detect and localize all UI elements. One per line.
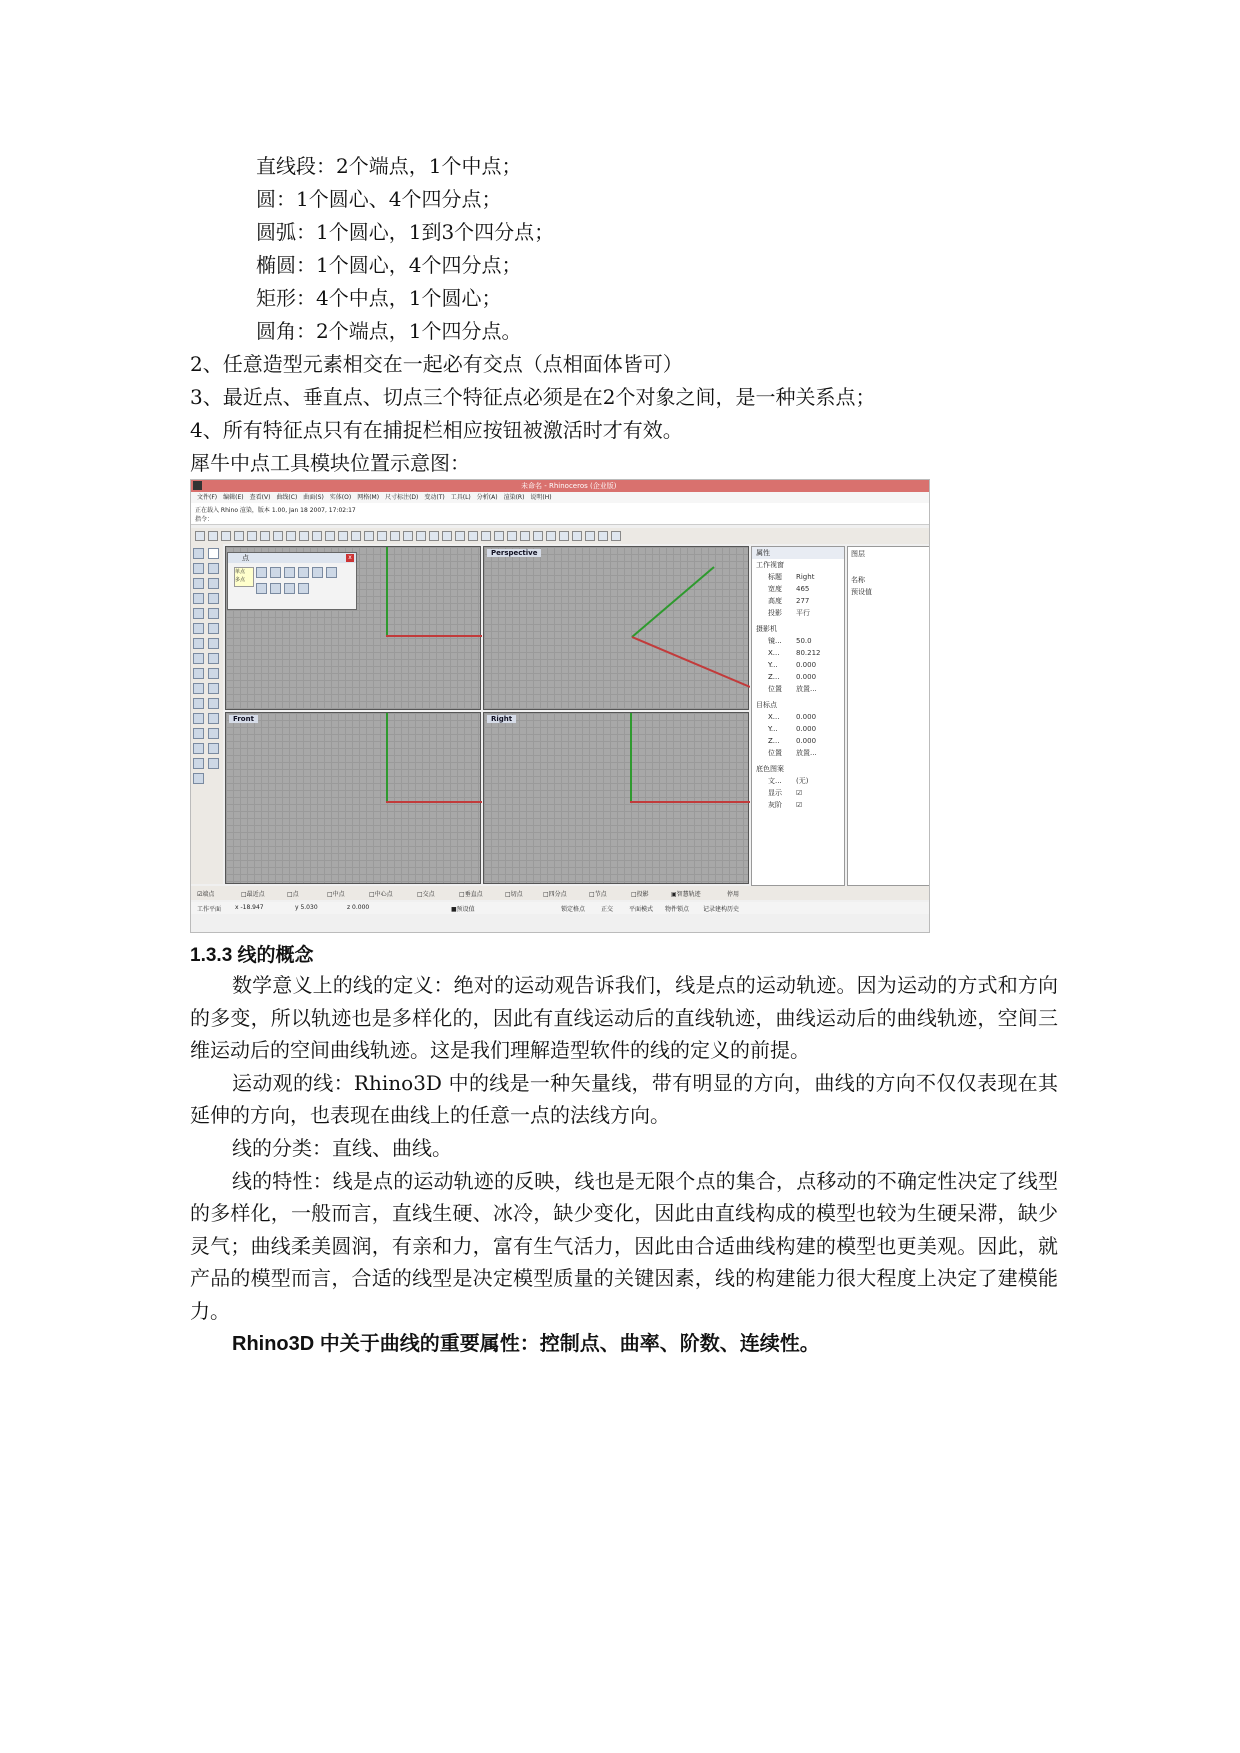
move-tool-icon[interactable] — [193, 713, 204, 724]
planar-toggle[interactable]: 平面模式 — [629, 906, 654, 913]
viewport-layout-icon[interactable] — [390, 531, 400, 541]
figure-caption: 犀牛中点工具模块位置示意图： — [190, 451, 470, 475]
prop-row[interactable]: 投影 平行 — [768, 609, 810, 617]
ortho-toggle[interactable]: 正交 — [601, 906, 614, 913]
undo-icon[interactable] — [299, 531, 309, 541]
menu-item[interactable]: 工具(L) — [450, 494, 471, 501]
z-axis-line — [630, 713, 632, 801]
prop-row[interactable]: X... 80.212 — [768, 649, 821, 657]
section-title: 底色图案 — [756, 765, 784, 773]
curve-tool-icon[interactable] — [208, 563, 219, 574]
window-title: 未命名 - Rhinoceros (企业版) — [521, 482, 617, 490]
x-axis-line — [386, 635, 482, 637]
list-item: 直线段：2个端点，1个中点； — [256, 154, 522, 178]
arc-tool-icon[interactable] — [193, 593, 204, 604]
section-title: 摄影机 — [756, 625, 777, 633]
osnap-tangent[interactable]: □切点 — [505, 891, 523, 898]
tooltip-line: 多点 — [235, 577, 246, 583]
rhino-logo-icon — [193, 481, 202, 490]
prop-row[interactable]: X... 0.000 — [768, 713, 817, 721]
osnap-bar — [191, 886, 930, 900]
copy-tool-icon[interactable] — [208, 713, 219, 724]
point-array-icon[interactable] — [256, 583, 267, 594]
y-axis-line — [630, 801, 750, 803]
menu-item[interactable]: 分析(A) — [476, 494, 498, 501]
menu-item[interactable]: 网格(M) — [357, 494, 380, 501]
join-tool-icon[interactable] — [193, 698, 204, 709]
menu-item[interactable]: 编辑(E) — [223, 494, 244, 501]
viewport-label[interactable]: Right — [487, 715, 516, 723]
numbered-item: 4、所有特征点只有在捕捉栏相应按钮被激活时才有效。 — [190, 418, 683, 442]
shaded-icon[interactable] — [533, 531, 543, 541]
properties-panel — [751, 546, 845, 886]
cplane-icon[interactable] — [416, 531, 426, 541]
y-axis-line — [386, 547, 388, 635]
zoom-icon[interactable] — [325, 531, 335, 541]
divide-icon[interactable] — [284, 567, 295, 578]
current-layer[interactable]: ■预设值 — [451, 906, 475, 913]
status-bar — [191, 902, 930, 914]
osnap-intersection[interactable]: □交点 — [417, 891, 435, 898]
main-toolbar-left — [191, 544, 223, 884]
prop-row[interactable]: Z... 0.000 — [768, 737, 817, 745]
viewport-label[interactable]: Front — [229, 715, 258, 723]
drape-icon[interactable] — [270, 583, 281, 594]
flyout-header — [228, 553, 356, 563]
coord-z: z 0.000 — [347, 904, 370, 911]
prop-row[interactable]: 位置 放置... — [768, 685, 817, 693]
prop-row[interactable]: 宽度 465 — [768, 585, 810, 593]
prop-row[interactable]: 位置 放置... — [768, 749, 817, 757]
osnap-end[interactable]: ☑端点 — [197, 891, 215, 898]
select-tool-icon[interactable] — [193, 548, 204, 559]
extract-points-icon[interactable] — [312, 567, 323, 578]
flyout-title: 点 — [242, 554, 249, 562]
wireframe-icon[interactable] — [520, 531, 530, 541]
trim-tool-icon[interactable] — [193, 683, 204, 694]
paragraph: 运动观的线：Rhino3D 中的线是一种矢量线，带有明显的方向，曲线的方向不仅仅表现在其延伸的方向，也表现在曲线上的任意一点的法线方向。 — [190, 1070, 1058, 1128]
dimension-tool-icon[interactable] — [193, 758, 204, 769]
help-icon[interactable] — [611, 531, 621, 541]
command-area[interactable] — [191, 503, 930, 525]
point-tool-flyout — [227, 552, 357, 610]
prop-row[interactable]: 文... (无) — [768, 777, 809, 785]
revolve-tool-icon[interactable] — [208, 623, 219, 634]
history-toggle[interactable]: 记录建构历史 — [703, 906, 740, 913]
section-heading: 1.3.3 线的概念 — [190, 945, 314, 966]
prop-row[interactable]: 高度 277 — [768, 597, 810, 605]
box-tool-icon[interactable] — [193, 638, 204, 649]
osnap-project[interactable]: □投影 — [631, 891, 649, 898]
properties-icon[interactable] — [247, 531, 257, 541]
list-item: 圆：1个圆心、4个四分点； — [256, 187, 502, 211]
list-item: 圆弧：1个圆心，1到3个四分点； — [256, 220, 555, 244]
mark-curve-icon[interactable] — [326, 567, 337, 578]
cplane-label: 工作平面 — [197, 906, 222, 913]
section-title: 目标点 — [756, 701, 777, 709]
sphere-icon[interactable] — [559, 531, 569, 541]
osnap-knot[interactable]: □节点 — [589, 891, 607, 898]
mesh-tool-icon[interactable] — [208, 653, 219, 664]
osnap-center[interactable]: □中心点 — [369, 891, 393, 898]
array-tool-icon[interactable] — [208, 743, 219, 754]
viewport-perspective[interactable] — [483, 546, 749, 710]
zoom-selected-icon[interactable] — [364, 531, 374, 541]
menu-bar — [191, 492, 930, 503]
material-icon[interactable] — [494, 531, 504, 541]
closest-point-icon[interactable] — [298, 567, 309, 578]
rectangle-tool-icon[interactable] — [208, 593, 219, 604]
menu-item[interactable]: 实体(O) — [329, 494, 352, 501]
lock-icon[interactable] — [481, 531, 491, 541]
list-item: 矩形：4个中点，1个圆心； — [256, 286, 502, 310]
list-item: 椭圆：1个圆心，4个四分点； — [256, 253, 522, 277]
save-icon[interactable] — [221, 531, 231, 541]
viewport-label[interactable]: Perspective — [487, 549, 541, 557]
section-title: 工作视窗 — [756, 561, 784, 569]
tooltip — [234, 567, 254, 587]
lightbulb-icon[interactable] — [468, 531, 478, 541]
scale-tool-icon[interactable] — [208, 728, 219, 739]
analyze-tool-icon[interactable] — [193, 773, 204, 784]
circle-tool-icon[interactable] — [193, 578, 204, 589]
menu-item[interactable]: 尺寸标注(D) — [385, 494, 419, 501]
osnap-perpendicular[interactable]: □垂直点 — [459, 891, 483, 898]
osnap-mid[interactable]: □中点 — [327, 891, 345, 898]
rotate-view-icon[interactable] — [377, 531, 387, 541]
prop-row[interactable]: Y... 0.000 — [768, 661, 817, 669]
numbered-item: 3、最近点、垂直点、切点三个特征点必须是在2个对象之间，是一种关系点； — [190, 385, 876, 409]
z-axis-line — [386, 713, 388, 801]
close-icon[interactable]: x — [346, 554, 354, 562]
print-icon[interactable] — [234, 531, 244, 541]
menu-item[interactable]: 说明(H) — [530, 494, 552, 501]
osnap-toggle[interactable]: 物件锁点 — [665, 906, 690, 913]
x-axis-line — [386, 801, 482, 803]
new-icon[interactable] — [195, 531, 205, 541]
osnap-near[interactable]: □最近点 — [241, 891, 265, 898]
paste-icon[interactable] — [286, 531, 296, 541]
layers-column-header: 名称 — [851, 576, 865, 584]
coord-x: x -18.947 — [235, 904, 264, 911]
viewport-right[interactable] — [483, 712, 749, 884]
paragraph-bold: Rhino3D 中关于曲线的重要属性：控制点、曲率、阶数、连续性。 — [232, 1332, 820, 1355]
mirror-tool-icon[interactable] — [193, 743, 204, 754]
prop-row[interactable]: 灰阶 ☑ — [768, 801, 803, 809]
zoom-extents-icon[interactable] — [351, 531, 361, 541]
grid-snap-toggle[interactable]: 锁定格点 — [561, 906, 586, 913]
fillet-tool-icon[interactable] — [208, 608, 219, 619]
paragraph: 数学意义上的线的定义：绝对的运动观告诉我们，线是点的运动轨迹。因为运动的方式和方向的多变，所以轨迹也是多样化的，因此有直线运动后的直线轨迹，曲线运动后的曲线轨迹，空间三维运动后的空间曲线轨迹。这是我们理解造型软件的线的定义的前提。 — [190, 973, 1058, 1063]
rhino-screenshot — [190, 479, 930, 933]
layers-title: 图层 — [851, 550, 865, 558]
numbered-item: 2、任意造型元素相交在一起必有交点（点相面体皆可） — [190, 352, 683, 376]
mark-ends-icon[interactable] — [284, 583, 295, 594]
prop-row[interactable]: 显示 ☑ — [768, 789, 803, 797]
layer-item[interactable]: 预设值 — [851, 588, 872, 596]
explode-tool-icon[interactable] — [208, 668, 219, 679]
menu-item[interactable]: 渲染(R) — [503, 494, 525, 501]
perspective-axes — [484, 547, 750, 711]
prop-row[interactable]: Y... 0.000 — [768, 725, 817, 733]
layers-panel — [847, 546, 930, 886]
rendered-icon[interactable] — [546, 531, 556, 541]
tooltip-line: 单点 — [235, 569, 246, 575]
cut-icon[interactable] — [260, 531, 270, 541]
grid-icon[interactable] — [598, 531, 608, 541]
group-tool-icon[interactable] — [208, 698, 219, 709]
body-text — [190, 969, 1058, 1360]
coord-y: y 5.030 — [295, 904, 318, 911]
osnap-quad[interactable]: □四分点 — [543, 891, 567, 898]
pan-icon[interactable] — [312, 531, 322, 541]
prop-row[interactable]: 标题 Right — [768, 573, 815, 581]
polyline-tool-icon[interactable] — [193, 563, 204, 574]
menu-item[interactable]: 曲面(S) — [303, 494, 324, 501]
osnap-disable[interactable]: 停用 — [727, 891, 740, 898]
boolean-tool-icon[interactable] — [193, 668, 204, 679]
polygon-tool-icon[interactable] — [193, 608, 204, 619]
command-history: 正在载入 Rhino 渲染，版本 1.00, Jan 18 2007, 17:02:17 — [195, 507, 356, 514]
text-tool-icon[interactable] — [208, 758, 219, 769]
point-grid-icon[interactable] — [270, 567, 281, 578]
surface-tool-icon[interactable] — [193, 623, 204, 634]
menu-item[interactable]: 文件(F) — [197, 494, 218, 501]
paragraph: 线的分类：直线、曲线。 — [232, 1135, 452, 1160]
sphere-tool-icon[interactable] — [208, 638, 219, 649]
cylinder-tool-icon[interactable] — [193, 653, 204, 664]
render-icon[interactable] — [507, 531, 517, 541]
osnap-point[interactable]: □点 — [287, 891, 299, 898]
prop-row[interactable]: Z... 0.000 — [768, 673, 817, 681]
open-icon[interactable] — [208, 531, 218, 541]
point-tool-icon[interactable] — [208, 548, 219, 559]
point-cloud-icon[interactable] — [256, 567, 267, 578]
rotate-tool-icon[interactable] — [193, 728, 204, 739]
light-icon[interactable] — [572, 531, 582, 541]
hide-icon[interactable] — [442, 531, 452, 541]
snap-icon[interactable] — [429, 531, 439, 541]
copy-icon[interactable] — [273, 531, 283, 541]
menu-item[interactable]: 曲线(C) — [276, 494, 298, 501]
select-icon[interactable] — [403, 531, 413, 541]
command-prompt[interactable]: 指令： — [195, 516, 214, 523]
osnap-smarttrack[interactable]: ▣智慧轨迹 — [671, 891, 701, 898]
properties-header: 属性 — [752, 547, 844, 559]
mark-foci-icon[interactable] — [298, 583, 309, 594]
prop-row[interactable]: 镜... 50.0 — [768, 637, 812, 645]
options-icon[interactable] — [585, 531, 595, 541]
standard-toolbar — [191, 528, 930, 544]
menu-item[interactable]: 变动(T) — [424, 494, 445, 501]
menu-item[interactable]: 查看(V) — [249, 494, 271, 501]
viewport-front[interactable] — [225, 712, 481, 884]
list-item: 圆角：2个端点，1个四分点。 — [256, 319, 522, 343]
layer-icon[interactable] — [455, 531, 465, 541]
window-titlebar — [191, 480, 930, 492]
split-tool-icon[interactable] — [208, 683, 219, 694]
paragraph: 线的特性：线是点的运动轨迹的反映，线也是无限个点的集合，点移动的不确定性决定了线型的多样化，一般而言，直线生硬、冰冷，缺少变化，因此由直线构成的模型也较为生硬呆滞，缺少灵气；曲线柔美圆润，有亲和力，富有生气活力，因此由合适曲线构建的模型也更美观。因此，就产品的模型而言，合适的线型是决定模型质量的关键因素，线的构建能力很大程度上决定了建模能力。 — [190, 1168, 1058, 1323]
zoom-window-icon[interactable] — [338, 531, 348, 541]
ellipse-tool-icon[interactable] — [208, 578, 219, 589]
